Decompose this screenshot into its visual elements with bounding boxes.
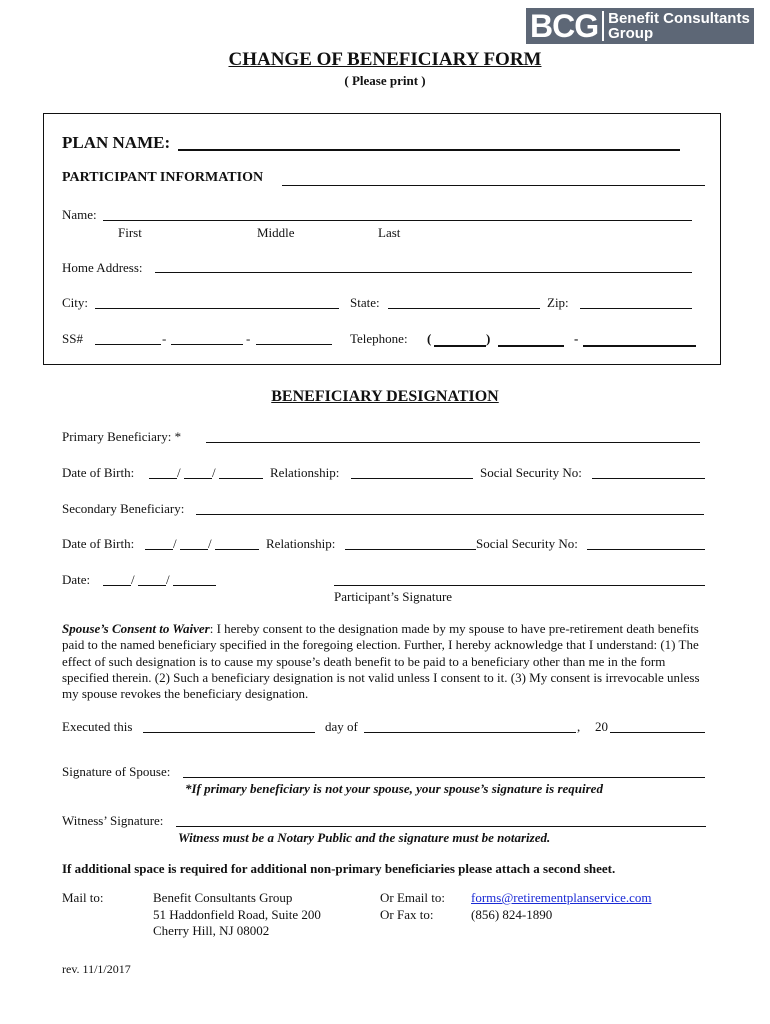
spouse-consent-paragraph: [62, 621, 712, 702]
date-day[interactable]: [138, 585, 166, 586]
executed-comma: ,: [577, 719, 581, 734]
ss-dash-2: -: [246, 331, 251, 346]
home-address-field[interactable]: [155, 272, 692, 273]
participant-signature-field[interactable]: [334, 585, 705, 586]
spouse-signature-note: *If primary beneficiary is not your spouse, your spouse’s signature is required: [185, 781, 603, 796]
logo-name-line1: Benefit Consultants: [608, 10, 750, 27]
primary-dob-label: Date of Birth:: [62, 465, 135, 480]
logo-name-line2: Group: [608, 25, 654, 42]
date-year[interactable]: [173, 585, 216, 586]
state-label: State:: [350, 295, 380, 310]
zip-field[interactable]: [580, 308, 692, 309]
additional-space-notice: If additional space is required for additional non-primary beneficiaries please attach a second sheet.: [62, 861, 616, 876]
spouse-signature-field[interactable]: [183, 777, 705, 778]
mail-address: [153, 890, 321, 940]
beneficiary-heading: BENEFICIARY DESIGNATION: [271, 388, 499, 405]
form-subtitle: ( Please print ): [344, 73, 426, 88]
primary-beneficiary-label: Primary Beneficiary: *: [62, 429, 182, 444]
day-of-label: day of: [325, 719, 358, 734]
mail-address-line-1: Benefit Consultants Group: [153, 890, 293, 905]
mail-address-line-2: 51 Haddonfield Road, Suite 200: [153, 906, 321, 922]
first-caption: First: [118, 225, 142, 240]
secondary-relationship-label: Relationship:: [266, 536, 336, 551]
ss-label: SS#: [62, 331, 83, 346]
name-label: Name:: [62, 207, 97, 222]
primary-relationship-label: Relationship:: [270, 465, 340, 480]
executed-label: Executed this: [62, 719, 133, 734]
secondary-relationship-field[interactable]: [345, 549, 476, 550]
primary-beneficiary-field[interactable]: [206, 442, 700, 443]
mail-address-line-3: Cherry Hill, NJ 08002: [153, 923, 270, 938]
primary-dob-year[interactable]: [219, 478, 263, 479]
date-label: Date:: [62, 572, 91, 587]
primary-dob-slash2: /: [212, 465, 216, 480]
participant-info-heading: PARTICIPANT INFORMATION: [62, 170, 264, 185]
name-field[interactable]: [103, 220, 692, 221]
participant-info-rule: [282, 185, 705, 186]
ss-part2-field[interactable]: [171, 344, 243, 345]
consent-text: : I hereby consent to the designation made by my spouse to have pre-retirement death benefits paid to the named beneficiary specified in the foregoing election. Further, I hereby acknowledge that I understand: (1) The effect of such designation is to cause my spouse’s death benefit to be paid to a beneficiary other than me in the form specified therein. (2) Such a beneficiary designation is not valid unless I consent to it. (3) My consent is irrevocable unless my spouse revokes the beneficiary designation.: [62, 621, 700, 702]
logo-name: [608, 11, 750, 41]
logo-divider: [602, 11, 604, 41]
primary-ssn-label: Social Security No:: [480, 465, 582, 480]
fax-label: Or Fax to:: [380, 906, 434, 922]
city-field[interactable]: [95, 308, 339, 309]
secondary-dob-day[interactable]: [180, 549, 208, 550]
executed-year-field[interactable]: [610, 732, 705, 733]
year-prefix: 20: [595, 719, 608, 734]
revision-date: rev. 11/1/2017: [62, 962, 131, 976]
email-link[interactable]: forms@retirementplanservice.com: [471, 890, 652, 905]
witness-signature-label: Witness’ Signature:: [62, 813, 164, 828]
state-field[interactable]: [388, 308, 540, 309]
phone-line-field[interactable]: [583, 345, 696, 347]
primary-dob-month[interactable]: [149, 478, 177, 479]
form-title: CHANGE OF BENEFICIARY FORM: [228, 49, 542, 70]
contact-values: [471, 890, 652, 923]
witness-signature-field[interactable]: [176, 826, 706, 827]
primary-ssn-field[interactable]: [592, 478, 705, 479]
secondary-ssn-field[interactable]: [587, 549, 705, 550]
primary-dob-slash1: /: [177, 465, 181, 480]
ss-dash-1: -: [162, 331, 167, 346]
logo-mark: BCG: [530, 8, 599, 44]
phone-prefix-field[interactable]: [498, 345, 564, 347]
secondary-ssn-label: Social Security No:: [476, 536, 578, 551]
fax-number: (856) 824-1890: [471, 906, 553, 922]
executed-day-field[interactable]: [143, 732, 315, 733]
secondary-dob-slash2: /: [208, 536, 212, 551]
ss-part3-field[interactable]: [256, 344, 332, 345]
plan-name-label: PLAN NAME:: [62, 133, 171, 152]
secondary-beneficiary-field[interactable]: [196, 514, 704, 515]
tel-open-paren: (: [427, 331, 432, 346]
primary-dob-day[interactable]: [184, 478, 212, 479]
middle-caption: Middle: [257, 225, 295, 240]
mail-to-label: Mail to:: [62, 890, 104, 905]
home-address-label: Home Address:: [62, 260, 143, 275]
secondary-dob-slash1: /: [173, 536, 177, 551]
consent-title: Spouse’s Consent to Waiver: [62, 621, 210, 636]
area-code-field[interactable]: [434, 345, 486, 347]
last-caption: Last: [378, 225, 401, 240]
tel-dash: -: [574, 331, 579, 346]
zip-label: Zip:: [547, 295, 569, 310]
ss-part1-field[interactable]: [95, 344, 161, 345]
city-label: City:: [62, 295, 89, 310]
bcg-logo: [526, 8, 754, 44]
secondary-dob-year[interactable]: [215, 549, 259, 550]
secondary-dob-label: Date of Birth:: [62, 536, 135, 551]
plan-name-field[interactable]: [178, 149, 680, 151]
date-slash2: /: [166, 572, 170, 587]
date-month[interactable]: [103, 585, 131, 586]
executed-month-field[interactable]: [364, 732, 576, 733]
primary-relationship-field[interactable]: [351, 478, 473, 479]
contact-labels: [380, 890, 445, 923]
spouse-signature-label: Signature of Spouse:: [62, 764, 171, 779]
participant-signature-caption: Participant’s Signature: [334, 589, 453, 604]
secondary-beneficiary-label: Secondary Beneficiary:: [62, 501, 185, 516]
email-label: Or Email to:: [380, 890, 445, 905]
secondary-dob-month[interactable]: [145, 549, 173, 550]
witness-note: Witness must be a Notary Public and the signature must be notarized.: [178, 830, 551, 845]
telephone-label: Telephone:: [350, 331, 408, 346]
date-slash1: /: [131, 572, 135, 587]
tel-close-paren: ): [486, 331, 491, 346]
